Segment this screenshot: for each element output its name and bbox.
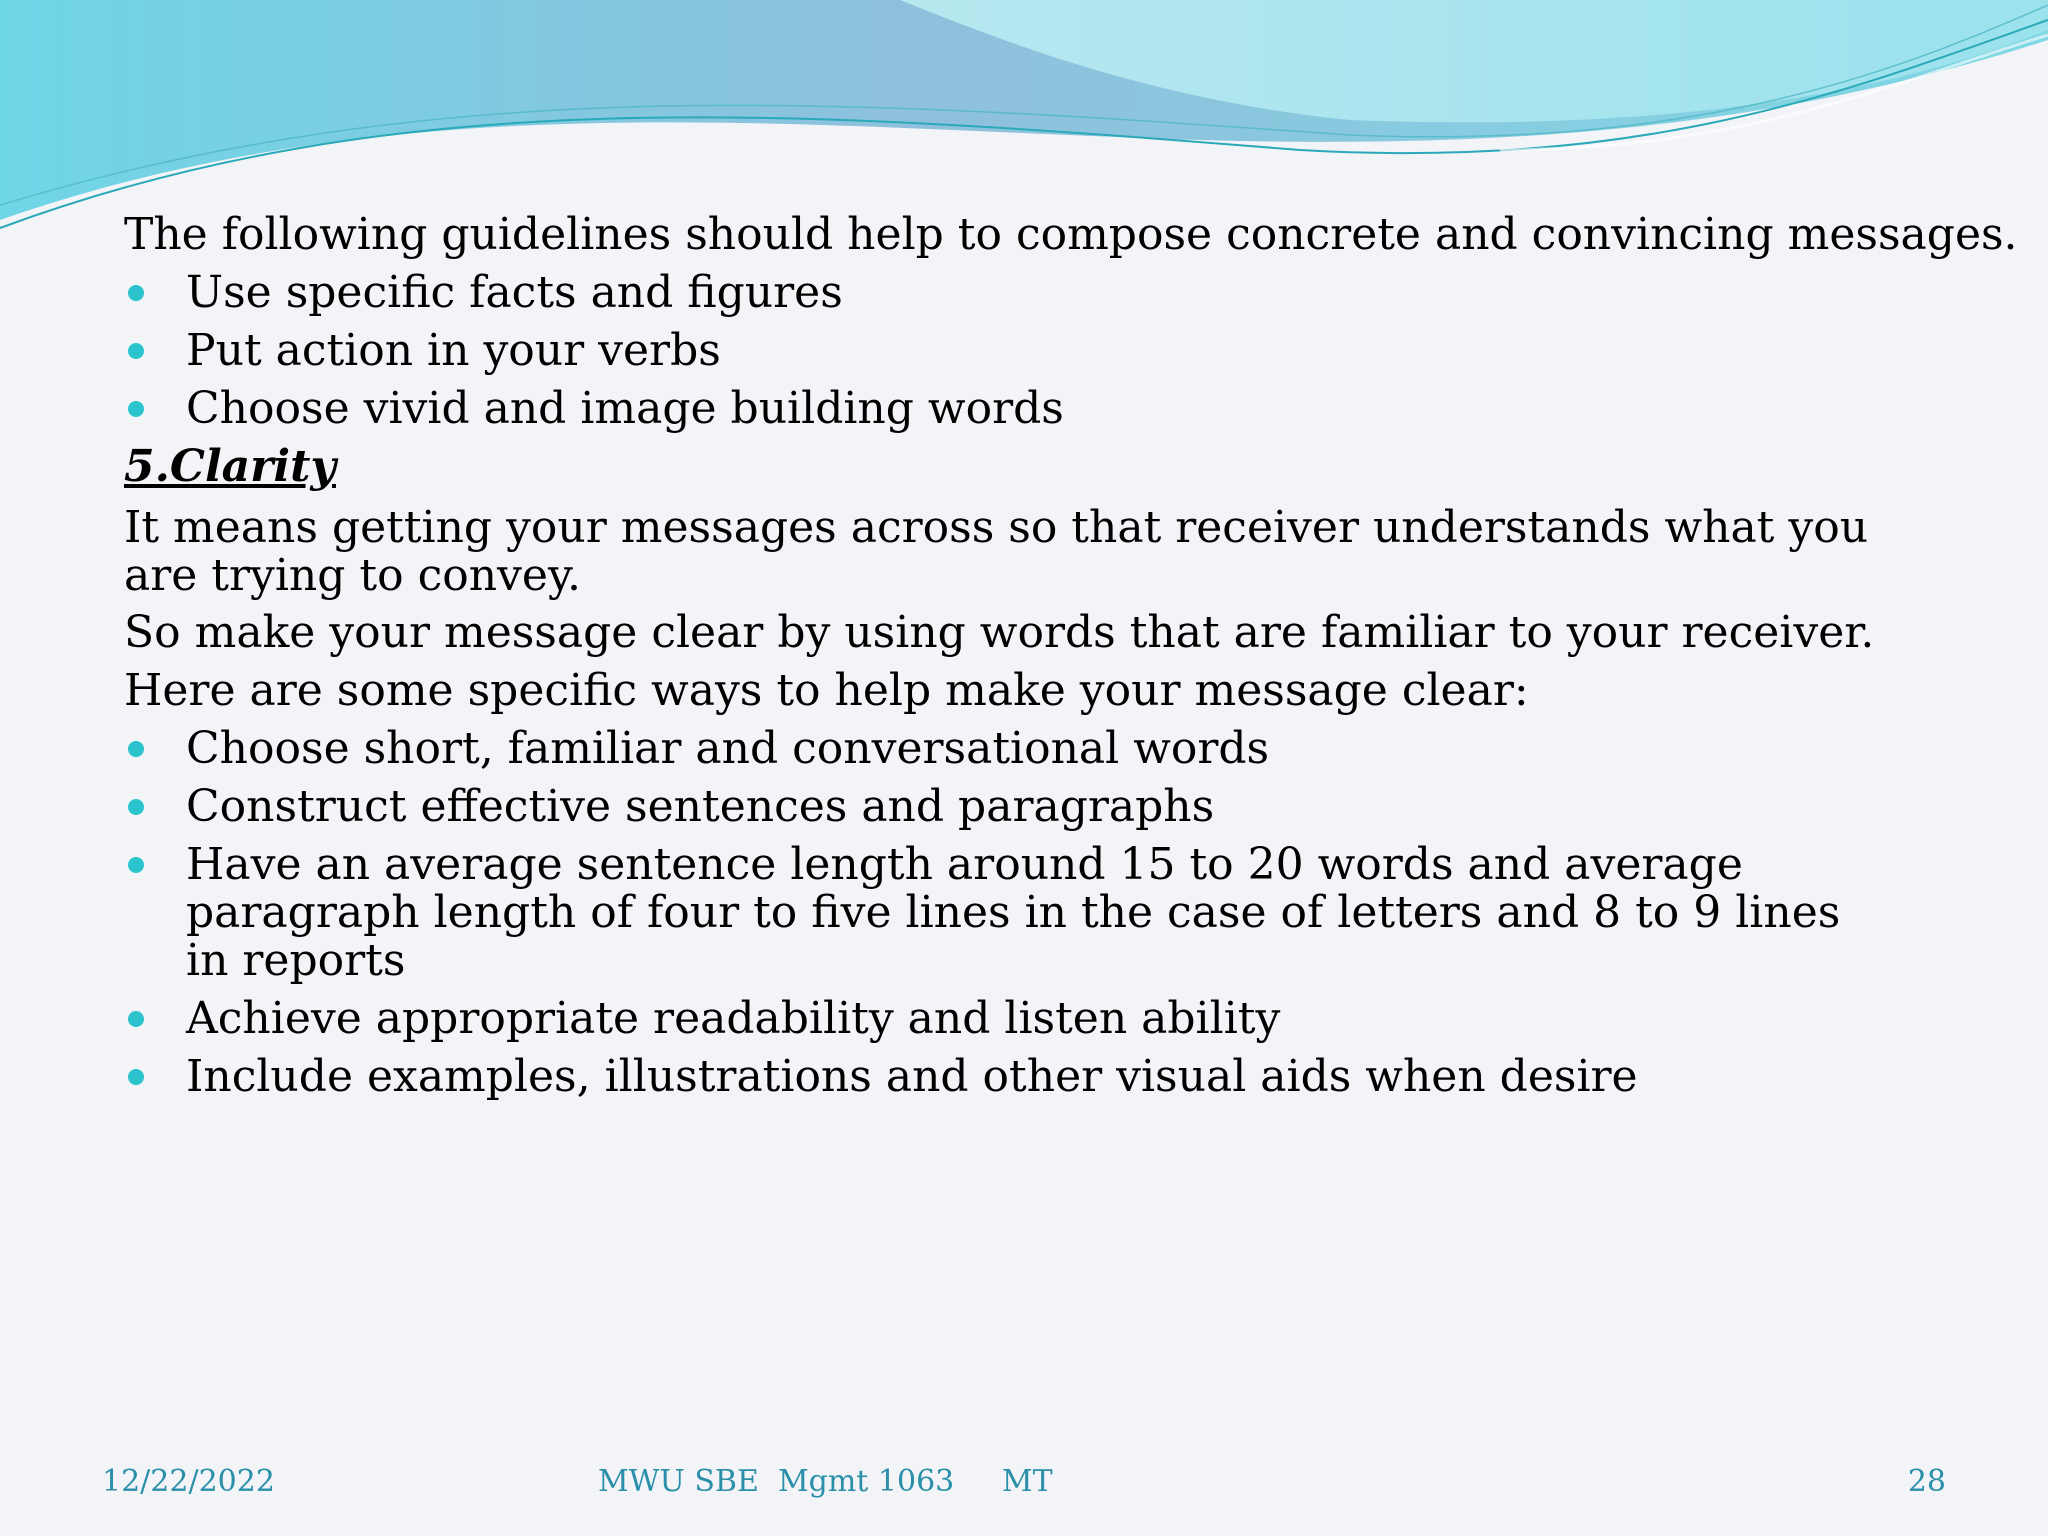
paragraph: Here are some specific ways to help make your message clear: bbox=[124, 665, 1529, 716]
bullet-dot-icon bbox=[128, 285, 144, 301]
footer-date: 12/22/2022 bbox=[102, 1464, 275, 1499]
list-item: Put action in your verbs bbox=[124, 322, 1924, 380]
bullet-dot-icon bbox=[128, 401, 144, 417]
section-heading: 5.Clarity bbox=[124, 441, 336, 492]
list-item: Choose vivid and image building words bbox=[124, 380, 1924, 438]
list-item: Have an average sentence length around 15 to 20 words and average paragraph length of four to five lines in the case of letters and 8 to 9 lines in reports bbox=[124, 841, 1866, 985]
bullet-dot-icon bbox=[128, 1069, 144, 1085]
bullet-dot-icon bbox=[128, 857, 144, 873]
list-item: Construct effective sentences and paragraphs bbox=[124, 778, 1924, 836]
list-item: Use specific facts and figures bbox=[124, 264, 1924, 322]
list-item: Achieve appropriate readability and listen ability bbox=[124, 990, 1924, 1048]
paragraph: So make your message clear by using words that are familiar to your receiver. bbox=[124, 607, 1875, 658]
page-number: 28 bbox=[1907, 1464, 1946, 1499]
bullet-dot-icon bbox=[128, 741, 144, 757]
list-item: Include examples, illustrations and other visual aids when desire bbox=[124, 1048, 1924, 1106]
footer-course: MWU SBE Mgmt 1063 MT bbox=[598, 1464, 1053, 1499]
concrete-guidelines-list bbox=[124, 264, 1924, 438]
bullet-dot-icon bbox=[128, 343, 144, 359]
list-item: Choose short, familiar and conversational words bbox=[124, 720, 1924, 778]
bullet-dot-icon bbox=[128, 1011, 144, 1027]
clarity-guidelines-list bbox=[124, 720, 1924, 1106]
paragraph: It means getting your messages across so that receiver understands what you are trying to convey. bbox=[124, 502, 1869, 601]
header-wave-decoration bbox=[0, 0, 2048, 240]
slide-footer bbox=[0, 1464, 2048, 1504]
bullet-dot-icon bbox=[128, 799, 144, 815]
intro-text: The following guidelines should help to compose concrete and convincing messages. bbox=[124, 209, 2018, 260]
slide-body bbox=[124, 206, 2018, 1106]
